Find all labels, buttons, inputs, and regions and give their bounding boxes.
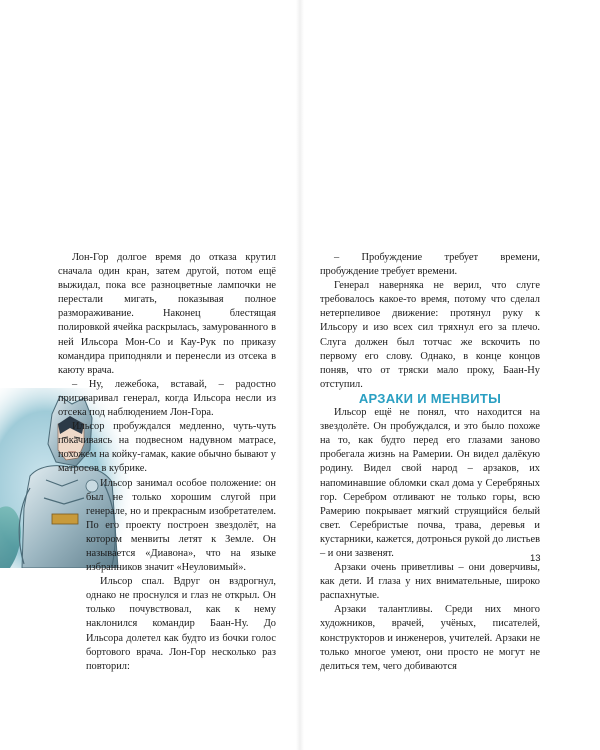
left-paragraph-5: Ильсор спал. Вдруг он вздрогнул, однако не проснулся и глаз не открыл. Он только почувствовал, как к нему наклонился командир Баан-Ну. До Ильсора долетел как будто из бочки голос бортового врача. Лон-Гор несколько раз повторил: <box>86 576 276 672</box>
left-paragraph-4: Ильсор занимал особое положение: он был не только хорошим слугой при генерале, но и прекрасным изобретателем. По его проекту построен звездолёт, на котором менвиты летят к Земле. Он называется «Диавона», что на языке избранников значит «Неуловимый». <box>86 477 276 574</box>
section-heading: АРЗАКИ И МЕНВИТЫ <box>358 390 502 406</box>
page-number: 13 <box>530 553 541 564</box>
right-paragraph-5: Арзаки талантливы. Среди них много художников, врачей, учёных, писателей, конструкторов и инженеров, учителей. Арзаки не только многое умеют, они просто не могут не делиться тем, чего добиваются <box>320 604 540 672</box>
left-paragraph-1: Лон-Гор долгое время до отказа крутил сначала один кран, затем другой, потом ещё выжидал, пока все разноцветные лампочки не перестали мигать, показывая полное размораживание. Наконец блестящая полировкой ячейка раскрылась, замурованного в ней Ильсора Мон-Со и Кау-Рук по приказу командира приподняли и перенесли из отсека в каюту врача. <box>58 252 276 376</box>
left-paragraph-3: Ильсор пробуждался медленно, чуть-чуть покачиваясь на подвесном надувном матрасе, похожем на койку-гамак, какие обычно бывают у матросов в кубрике. <box>58 421 276 475</box>
left-paragraph-2: – Ну, лежебока, вставай, – радостно приговаривал генерал, когда Ильсора несли из отсека под наблюдением Лон-Гора. <box>58 378 276 419</box>
illustration-text-wrap <box>0 477 82 663</box>
right-paragraph-3: Ильсор ещё не понял, что находится на звездолёте. Он пробуждался, и это было похоже на то, как будто перед его глазами заново пробегала жизнь на Рамерии. Он видел далёкую родину. Видел свой народ – арзаков, их напоминавшие обломки скал дома у Серебряных гор. Серебром отливают не только горы, всю Рамерию покрывает мягкий струящийся белый свет. Серебристые почва, трава, деревья и кустарники, кажется, дотронься рукой до листьев – и они зазвенят. <box>320 407 540 559</box>
left-text-column <box>58 251 276 674</box>
right-text-column <box>320 251 540 674</box>
right-paragraph-4: Арзаки очень приветливы – они доверчивы, как дети. И глаза у них внимательные, широко распахнутые. <box>320 562 540 602</box>
right-paragraph-1: – Пробуждение требует времени, пробуждение требует времени. <box>320 252 540 278</box>
right-paragraph-2: Генерал наверняка не верил, что слуге требовалось какое-то время, потому что сделал нетерпеливое движение: протянул руку к Ильсору и изо всех сил тряхнул его за плечо. Слуга должен был тотчас же вскочить по первому его слову. Однако, в конце концов поняв, что от тряски мало проку, Баан-Ну отступил. <box>320 280 540 390</box>
right-page <box>300 0 600 750</box>
